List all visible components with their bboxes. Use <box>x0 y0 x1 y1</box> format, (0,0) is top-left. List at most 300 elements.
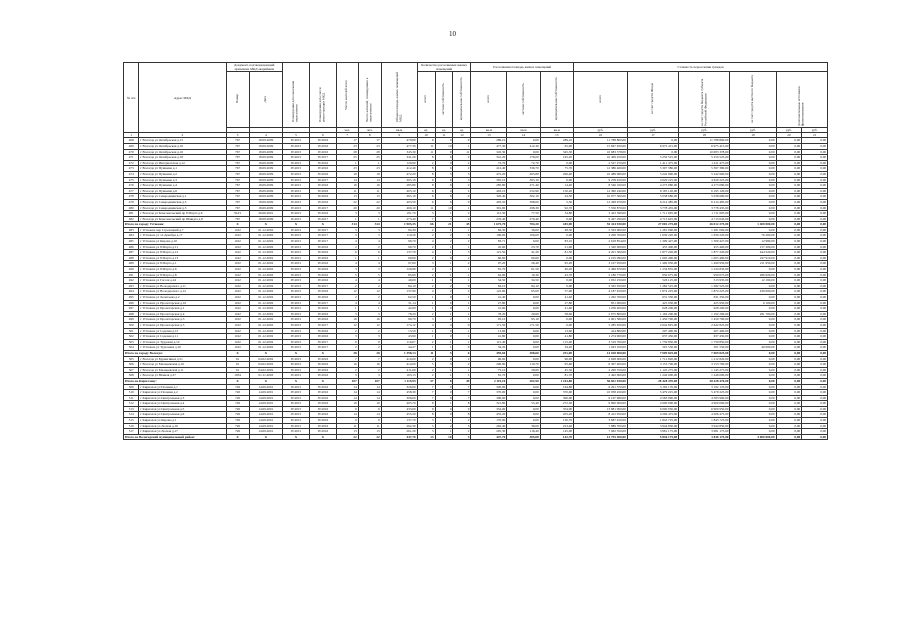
table-cell: 18.09.2009 <box>249 149 282 155</box>
table-cell: 1 246 000,00 <box>679 373 730 379</box>
table-cell: 1 <box>336 255 358 261</box>
table-cell: 4 900 000,00 <box>627 401 678 407</box>
table-cell: 4 <box>417 322 435 328</box>
table-cell: 489 <box>124 261 139 267</box>
table-cell: X <box>309 222 336 228</box>
table-cell: 41,40 <box>540 295 573 301</box>
table-cell: 0,00 <box>802 205 828 211</box>
table-cell: IV.2015 <box>282 255 309 261</box>
table-cell: X <box>249 434 282 440</box>
table-cell: 29,60 <box>507 367 540 373</box>
table-cell: 0,00 <box>802 289 828 295</box>
table-cell: 1 490 950,00 <box>627 261 678 267</box>
table-cell: 476 <box>124 183 139 189</box>
table-cell: г Устюжна ул Пролетарская д.3 <box>139 317 226 323</box>
table-cell: IV.2015 <box>282 401 309 407</box>
table-cell: IV.2015 <box>282 194 309 200</box>
table-cell: г Устюжна ул Гоголя д.24 <box>139 278 226 284</box>
table-cell: 1 398,13 <box>381 350 417 356</box>
table-cell: IV.2015 <box>282 373 309 379</box>
table-cell: 1 <box>358 160 381 166</box>
table-cell: 16 <box>336 317 358 323</box>
table-cell: 265,80 <box>507 171 540 177</box>
table-cell: 469 <box>124 143 139 149</box>
table-cell: IV.2015 <box>282 306 309 312</box>
table-cell: 2 <box>336 367 358 373</box>
table-cell: 6 900 950,00 <box>679 406 730 412</box>
header-label: Планируемая дата окончания переселения <box>291 80 299 122</box>
header-area-total <box>471 72 507 128</box>
table-cell: 4 273 080,00 <box>679 183 730 189</box>
table-cell: 0,00 <box>730 362 776 368</box>
table-cell: 305,00 <box>507 434 540 440</box>
table-cell: IV.2015 <box>282 283 309 289</box>
table-cell: 2 <box>358 295 381 301</box>
table-cell: 14.09.2001 <box>249 384 282 390</box>
table-cell: 191,70 <box>381 211 417 217</box>
table-cell: 0,00 <box>730 211 776 217</box>
table-cell: 0,00 <box>802 149 828 155</box>
table-cell: 16 <box>358 362 381 368</box>
table-cell: 13,60 <box>471 328 507 334</box>
table-cell: 0,00 <box>540 160 573 166</box>
table-cell: 479 <box>124 199 139 205</box>
table-cell: 501 <box>124 328 139 334</box>
table-cell: 455,20 <box>471 412 507 418</box>
header-label: всего <box>423 95 428 103</box>
table-cell: 4 206 475,00 <box>627 412 678 418</box>
table-cell: 305,10 <box>507 177 540 183</box>
table-cell: 0,00 <box>730 306 776 312</box>
table-cell: 96,00 <box>471 356 507 362</box>
table-cell: 110,70 <box>507 362 540 368</box>
table-cell: 767 <box>226 155 249 161</box>
table-cell: 490 <box>124 267 139 273</box>
header-rooms-total <box>417 72 435 128</box>
table-cell: 0,00 <box>730 384 776 390</box>
table-cell: 0,00 <box>730 149 776 155</box>
table-cell: 2 <box>453 261 471 267</box>
table-cell: 0,00 <box>802 429 828 435</box>
table-cell: 455 400,00 <box>627 244 678 250</box>
table-cell: IV.2015 <box>282 395 309 401</box>
table-cell: 11 <box>336 423 358 429</box>
header-cost-regional <box>679 72 730 128</box>
table-cell: 470 <box>124 149 139 155</box>
table-cell: 252,90 <box>507 188 540 194</box>
table-cell: 9 427 290,00 <box>574 216 628 222</box>
table-cell: 01.12.2002 <box>249 227 282 233</box>
table-cell: 48,30 <box>540 227 573 233</box>
table-cell: 20,60 <box>507 311 540 317</box>
table-cell: 77,50 <box>507 211 540 217</box>
table-cell: 493 <box>124 283 139 289</box>
table-cell: 2 <box>435 317 453 323</box>
table-cell: X <box>282 350 309 356</box>
table-cell: 767 <box>226 199 249 205</box>
table-cell: X <box>309 350 336 356</box>
table-cell: 11 <box>417 350 435 356</box>
table-cell: г Устюжна ул Пролетарская д.16 <box>139 300 226 306</box>
table-cell: г Устюжна ул Володарского д.11 <box>139 283 226 289</box>
table-cell: 0,00 <box>802 311 828 317</box>
header-residents <box>336 63 358 128</box>
table-cell: 515 <box>124 418 139 424</box>
table-cell: 1162 <box>226 295 249 301</box>
table-cell: 0,00 <box>776 373 802 379</box>
table-cell: 412,40 <box>381 166 417 172</box>
table-cell: 9 800 000,00 <box>574 401 628 407</box>
table-cell: 0,00 <box>507 395 540 401</box>
table-cell: 4 <box>417 239 435 245</box>
table-cell: 5 <box>417 423 435 429</box>
header-label: Номер <box>234 94 239 104</box>
table-cell: 2 469 670,00 <box>574 267 628 273</box>
header-label: всего <box>486 95 491 103</box>
table-cell: IV.2015 <box>282 289 309 295</box>
table-cell: 8 <box>417 166 435 172</box>
table-cell: 0,00 <box>802 350 828 356</box>
table-cell: 4 <box>358 300 381 306</box>
table-cell: 01.12.2002 <box>249 295 282 301</box>
table-cell: IV.2015 <box>282 177 309 183</box>
table-cell: 0,00 <box>507 412 540 418</box>
table-cell: 0,00 <box>730 267 776 273</box>
table-cell: 4 <box>417 250 435 256</box>
header-label: муниципальная собственность <box>459 77 464 121</box>
table-cell: 56 831 930,00 <box>574 378 628 384</box>
table-cell: 433,00 <box>381 406 417 412</box>
table-cell: 3 <box>336 373 358 379</box>
table-cell: 150,20 <box>540 188 573 194</box>
table-cell: 302,10 <box>507 194 540 200</box>
table-cell: 3 <box>358 227 381 233</box>
unit-area: кв.м <box>381 128 417 133</box>
table-cell: г Вологда ул Интернатская д.12 <box>139 160 226 166</box>
table-cell: 1162 <box>226 339 249 345</box>
table-cell: IV.2015 <box>282 406 309 412</box>
table-cell: 1162 <box>226 267 249 273</box>
table-cell: 1 877 220,00 <box>627 250 678 256</box>
table-cell: IV.2015 <box>282 311 309 317</box>
table-cell: 0,00 <box>802 356 828 362</box>
table-cell: 11 <box>417 143 435 149</box>
table-cell: г Устюжна ул 8 Марта д.13 <box>139 255 226 261</box>
table-cell: 1 282 525,00 <box>679 283 730 289</box>
table-cell: 510 <box>124 390 139 396</box>
table-cell: 18.09.2009 <box>249 194 282 200</box>
table-cell: 0,00 <box>802 194 828 200</box>
table-cell: 4 201 300,00 <box>574 250 628 256</box>
table-cell: 11 <box>358 188 381 194</box>
table-cell: 122,90 <box>471 289 507 295</box>
table-cell: IV.2015 <box>282 138 309 144</box>
column-number: 6 <box>309 133 336 138</box>
table-cell: 5 038 680,00 <box>679 194 730 200</box>
table-cell: X <box>226 222 249 228</box>
table-cell: 487 <box>124 250 139 256</box>
table-cell: 9 <box>358 339 381 345</box>
table-cell: 501 550,00 <box>679 345 730 351</box>
table-cell: 40,20 <box>540 267 573 273</box>
table-cell: IV.2016 <box>309 194 336 200</box>
table-cell: 1 <box>453 205 471 211</box>
table-cell: 9 <box>358 406 381 412</box>
table-cell: IV.2015 <box>282 334 309 340</box>
header-doc-number <box>226 72 249 128</box>
table-cell: 01.12.2002 <box>249 244 282 250</box>
table-cell: 61 <box>226 367 249 373</box>
table-cell: 0,00 <box>507 356 540 362</box>
table-cell: 1162 <box>226 278 249 284</box>
table-cell: 1 282 525,00 <box>627 283 678 289</box>
table-cell: 13 881 900,00 <box>574 406 628 412</box>
table-cell: 0,00 <box>507 384 540 390</box>
table-cell: 1 <box>435 244 453 250</box>
table-cell: 6 <box>435 199 453 205</box>
table-cell: 3 981 175,00 <box>627 429 678 435</box>
unit-area-1: кв.м <box>471 128 507 133</box>
table-cell: 272,30 <box>540 401 573 407</box>
table-cell: 1 <box>435 367 453 373</box>
table-cell: 0,00 <box>776 390 802 396</box>
table-cell: IV.2016 <box>309 171 336 177</box>
table-cell: 01.12.2002 <box>249 255 282 261</box>
table-cell: 19,30 <box>507 272 540 278</box>
table-cell: 2 618 854,00 <box>574 239 628 245</box>
table-cell: 34,50 <box>471 278 507 284</box>
table-cell: IV.2016 <box>309 362 336 368</box>
table-cell: 0,00 <box>776 222 802 228</box>
table-cell: 106,00 <box>507 233 540 239</box>
table-cell: 1 <box>453 143 471 149</box>
table-cell: 305,10 <box>471 177 507 183</box>
table-cell: 45,50 <box>540 367 573 373</box>
table-cell: 0,00 <box>507 390 540 396</box>
table-cell: 11 788 800,00 <box>679 138 730 144</box>
table-cell: 13 <box>358 429 381 435</box>
table-cell: 0 <box>435 390 453 396</box>
table-cell: 1 <box>435 339 453 345</box>
table-cell: 0,00 <box>730 216 776 222</box>
table-cell: 1 <box>336 306 358 312</box>
table-cell: 9 <box>417 138 435 144</box>
table-cell: 1 <box>435 211 453 217</box>
table-cell: IV.2015 <box>282 155 309 161</box>
table-cell: IV.2015 <box>282 261 309 267</box>
table-cell: 0,00 <box>802 367 828 373</box>
table-cell: 1162 <box>226 334 249 340</box>
table-cell: 11 <box>417 149 435 155</box>
table-cell: 0,00 <box>776 194 802 200</box>
table-cell: 514 <box>124 412 139 418</box>
table-cell: 6 <box>435 183 453 189</box>
table-cell: 414,00 <box>381 362 417 368</box>
table-cell: 9 <box>453 406 471 412</box>
column-number: 16 <box>574 133 628 138</box>
table-cell: 4 900 000,00 <box>679 401 730 407</box>
table-cell: 1162 <box>226 250 249 256</box>
table-cell: 410,00 <box>381 356 417 362</box>
table-cell: 1 <box>453 278 471 284</box>
table-cell: 8 <box>435 378 453 384</box>
table-cell: 512 <box>124 401 139 407</box>
column-number: 5 <box>282 133 309 138</box>
table-cell: 0,00 <box>776 149 802 155</box>
table-cell: 61 <box>226 356 249 362</box>
header-cost-local <box>730 72 776 128</box>
table-cell: 6 201 370,00 <box>574 384 628 390</box>
table-cell: 4 206 475,00 <box>679 412 730 418</box>
table-cell: 1 192 200,00 <box>679 311 730 317</box>
table-cell: 90,70 <box>381 244 417 250</box>
table-cell: 306,00 <box>471 395 507 401</box>
table-cell: 3 <box>453 177 471 183</box>
table-cell: 3 519 700,00 <box>574 339 628 345</box>
table-cell: 6 <box>453 350 471 356</box>
table-cell: 0,00 <box>776 311 802 317</box>
header-area-municipal <box>540 72 573 128</box>
table-cell: IV.2017 <box>309 155 336 161</box>
table-cell: г Вологда ул Северодвинская д.1 <box>139 194 226 200</box>
table-cell: 18.09.2009 <box>249 155 282 161</box>
table-cell: 176,00 <box>507 155 540 161</box>
table-cell: 1 411 475,00 <box>627 160 678 166</box>
table-cell: 5 397 380,00 <box>627 166 678 172</box>
table-cell: 314 <box>358 222 381 228</box>
table-cell: 14.09.2001 <box>249 412 282 418</box>
table-cell: 01.12.2002 <box>249 306 282 312</box>
table-cell: 0,00 <box>776 295 802 301</box>
table-cell: 5,50 <box>540 199 573 205</box>
table-cell: 164,88 <box>540 384 573 390</box>
header-label: частная собственность <box>441 83 446 115</box>
table-cell: 628 200,00 <box>679 306 730 312</box>
table-cell: 1 309 427,00 <box>627 239 678 245</box>
table-cell: 0,00 <box>802 166 828 172</box>
unit-rub-6: руб. <box>802 128 828 133</box>
table-cell: 0,00 <box>776 339 802 345</box>
table-cell: г Устюжна ул 8 Марта д.6 <box>139 267 226 273</box>
table-cell: г Вологда ул Октябрьская д.16 <box>139 149 226 155</box>
table-cell: 458,30 <box>381 390 417 396</box>
table-cell: 1 234 835,00 <box>679 267 730 273</box>
table-cell: 1 192 200,00 <box>627 311 678 317</box>
table-cell: 1 <box>453 328 471 334</box>
table-cell: 7 009 825,00 <box>679 350 730 356</box>
table-cell: 6 214 485,00 <box>627 199 678 205</box>
table-cell: 0,00 <box>802 211 828 217</box>
table-cell: 704,20 <box>507 222 540 228</box>
table-cell: 4 583 990,00 <box>679 395 730 401</box>
table-cell: 19 <box>336 171 358 177</box>
table-cell: 767 <box>226 216 249 222</box>
table-cell: 0 <box>435 138 453 144</box>
table-cell: 41,60 <box>540 306 573 312</box>
table-cell: 23 <box>336 166 358 172</box>
table-cell: IV.2015 <box>282 216 309 222</box>
table-cell: 0,00 <box>776 183 802 189</box>
table-cell: 1 256 400,00 <box>574 306 628 312</box>
table-cell: 2 565 050,00 <box>574 283 628 289</box>
table-cell: 2 <box>358 283 381 289</box>
table-cell: X <box>226 378 249 384</box>
table-cell: г Вологда ул Пушкина д.2 <box>139 171 226 177</box>
table-cell: 509 <box>124 384 139 390</box>
table-cell: 3 981 175,00 <box>679 429 730 435</box>
table-cell: 18.09.2009 <box>249 205 282 211</box>
table-cell: IV.2016 <box>309 261 336 267</box>
table-cell: 0,00 <box>776 199 802 205</box>
table-cell: 174,12 <box>381 322 417 328</box>
table-cell: 01.12.2002 <box>249 317 282 323</box>
table-cell: 1 490 950,00 <box>679 261 730 267</box>
table-cell: 9 <box>417 406 435 412</box>
table-cell: 4 273 080,00 <box>627 183 678 189</box>
table-cell: IV.2016 <box>309 412 336 418</box>
table-cell: 0,00 <box>730 199 776 205</box>
table-cell: 01.12.2002 <box>249 239 282 245</box>
table-cell: 34,20 <box>540 345 573 351</box>
table-cell: 405,70 <box>381 401 417 407</box>
table-cell: 0,00 <box>776 328 802 334</box>
table-cell: 1 <box>453 244 471 250</box>
table-cell: 223,40 <box>540 423 573 429</box>
table-cell: 130,70 <box>540 418 573 424</box>
table-cell: 45 <box>453 222 471 228</box>
table-cell: 503 <box>124 339 139 345</box>
table-cell: г Устюжна ул 8 Марта д.8 <box>139 272 226 278</box>
table-cell: 01.12.2002 <box>249 278 282 284</box>
table-cell: IV.2015 <box>282 160 309 166</box>
table-cell: 517 <box>124 429 139 435</box>
table-cell: 11 <box>417 205 435 211</box>
table-cell: 0,00 <box>776 434 802 440</box>
table-cell: 1 <box>417 295 435 301</box>
table-cell: 6 <box>417 199 435 205</box>
table-cell: 26,40 <box>507 261 540 267</box>
table-cell: 11 <box>453 149 471 155</box>
unit-rub-5: руб. <box>776 128 802 133</box>
table-cell: 165,20 <box>540 155 573 161</box>
table-cell: г Вологда ул Мальцевская д.10 <box>139 362 226 368</box>
table-cell: 34,50 <box>507 278 540 284</box>
table-cell: 0,00 <box>627 149 678 155</box>
table-cell: 13,50 <box>381 328 417 334</box>
table-cell: 1 <box>435 272 453 278</box>
table-cell: IV.2015 <box>282 166 309 172</box>
table-cell: 10 <box>435 205 453 211</box>
table-cell: 04.02.2002 <box>249 367 282 373</box>
table-cell: 0,00 <box>776 205 802 211</box>
table-cell: 0,00 <box>802 199 828 205</box>
table-cell: 14.09.2001 <box>249 418 282 424</box>
table-cell: 497 <box>124 306 139 312</box>
header-label: Число жителей, планируемых к переселению <box>365 77 373 122</box>
table-cell: 483 <box>124 227 139 233</box>
table-cell: 628 200,00 <box>627 306 678 312</box>
table-cell: 0,00 <box>802 306 828 312</box>
table-cell: 1 243,80 <box>540 378 573 384</box>
table-cell: 4 <box>358 261 381 267</box>
table-cell: 3 <box>417 418 435 424</box>
unit-rub-4: руб. <box>730 128 776 133</box>
table-cell: 2 290 550,00 <box>574 367 628 373</box>
table-cell: 41,80 <box>540 334 573 340</box>
table-cell: 62,50 <box>381 295 417 301</box>
table-cell: 2 <box>358 367 381 373</box>
table-cell: 0,00 <box>776 239 802 245</box>
